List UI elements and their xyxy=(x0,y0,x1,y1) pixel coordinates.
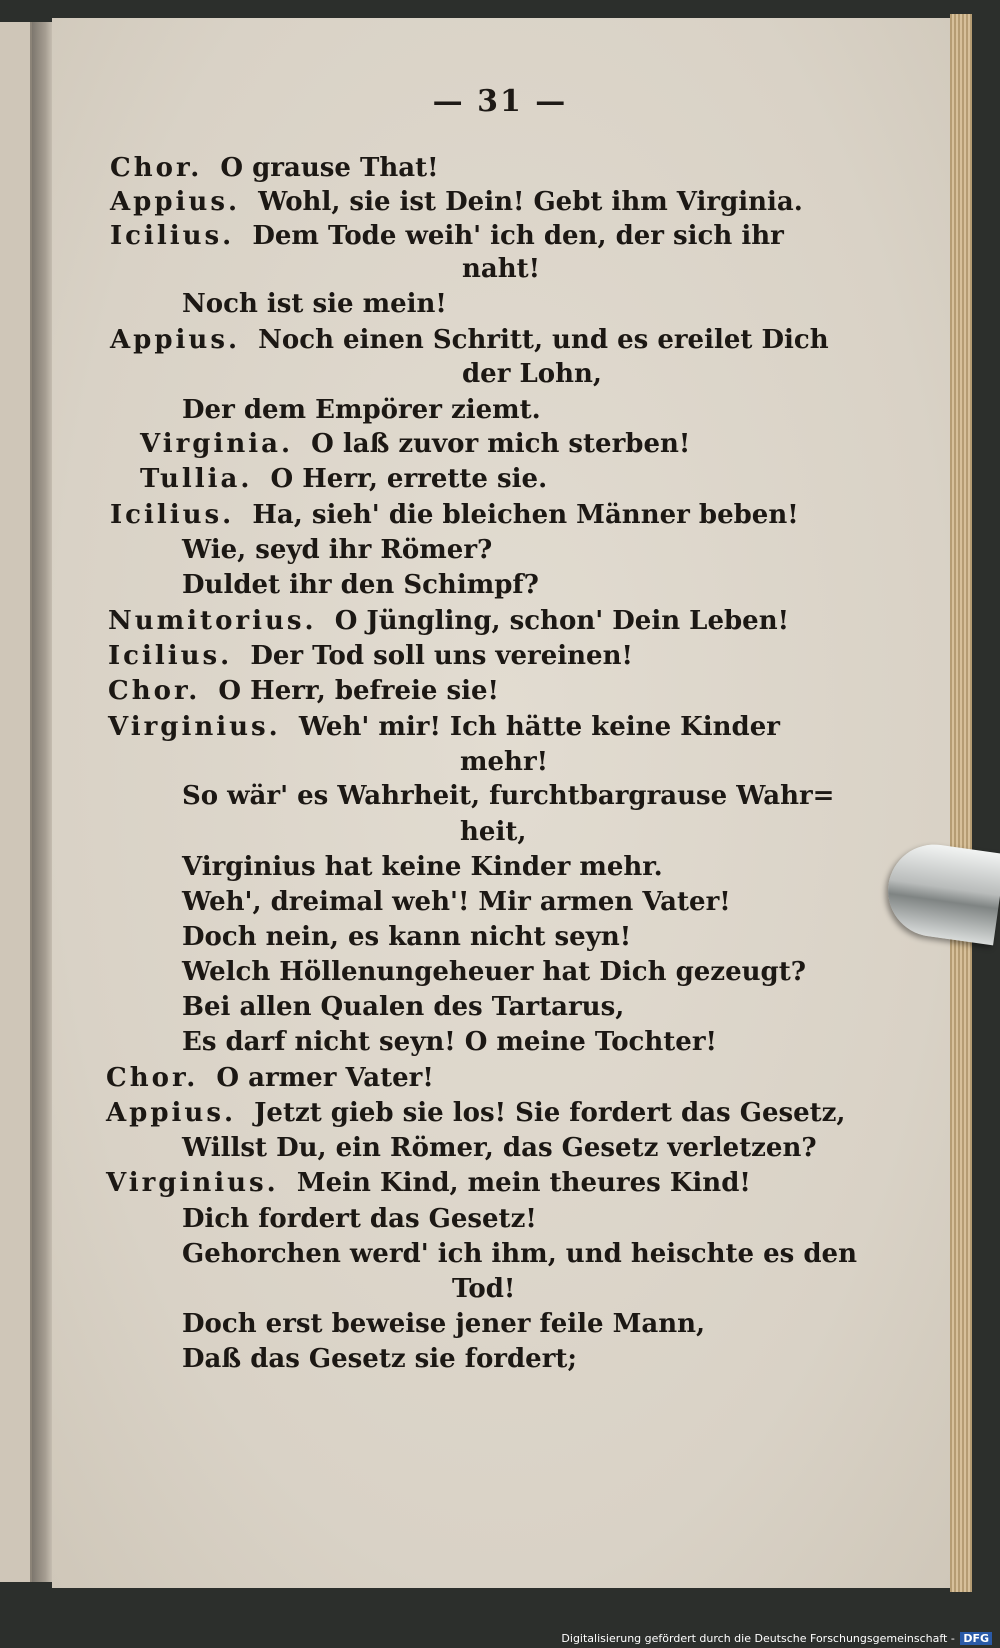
verse-text: Doch nein, es kann nicht seyn! xyxy=(182,922,632,952)
verse-text: der Lohn, xyxy=(462,359,602,389)
text-line xyxy=(182,1341,577,1377)
verse-text: Weh', dreimal weh'! Mir armen Vater! xyxy=(182,887,731,917)
speaker-name: Virginius. xyxy=(106,1168,279,1198)
left-page-edge xyxy=(0,22,32,1582)
text-line xyxy=(140,461,547,497)
speaker-name: Chor. xyxy=(110,153,203,183)
verse-text: Wie, seyd ihr Römer? xyxy=(182,535,493,565)
text-line xyxy=(182,1306,705,1342)
verse-text: mehr! xyxy=(460,747,549,777)
verse-text: O Jüngling, schon' Dein Leben! xyxy=(334,606,790,636)
text-line xyxy=(462,251,540,287)
text-line xyxy=(108,638,633,674)
verse-text: Daß das Gesetz sie fordert; xyxy=(182,1344,578,1374)
verse-text: Jetzt gieb sie los! Sie fordert das Gesetz, xyxy=(254,1098,846,1128)
speaker-name: Appius. xyxy=(110,325,241,355)
text-line xyxy=(182,884,731,920)
speaker-name: Appius. xyxy=(110,187,241,217)
text-line xyxy=(460,744,548,780)
verse-text: Virginius hat keine Kinder mehr. xyxy=(182,852,663,882)
book-gutter xyxy=(32,22,54,1582)
text-line xyxy=(140,426,690,462)
speaker-name: Numitorius. xyxy=(108,606,317,636)
verse-text: Tod! xyxy=(452,1274,516,1304)
text-line xyxy=(182,778,834,814)
page-stack-edge xyxy=(950,14,972,1592)
text-line xyxy=(182,1024,717,1060)
text-line xyxy=(182,532,492,568)
text-line xyxy=(106,1165,751,1201)
verse-text: Ha, sieh' die bleichen Männer beben! xyxy=(252,500,799,530)
verse-text: Welch Höllenungeheuer hat Dich gezeugt? xyxy=(182,957,806,987)
text-line xyxy=(460,814,526,850)
text-line xyxy=(110,497,799,533)
verse-text: O laß zuvor mich sterben! xyxy=(311,429,691,459)
verse-text: Weh' mir! Ich hätte keine Kinder xyxy=(298,712,780,742)
verse-text: O armer Vater! xyxy=(216,1063,434,1093)
speaker-name: Icilius. xyxy=(110,500,235,530)
verse-text: Gehorchen werd' ich ihm, und heischte es den xyxy=(182,1239,857,1269)
verse-text: O Herr, errette sie. xyxy=(270,464,548,494)
text-line xyxy=(110,184,803,220)
text-line xyxy=(182,919,631,955)
text-line xyxy=(110,218,784,254)
speaker-name: Virginia. xyxy=(140,429,294,459)
verse-text: heit, xyxy=(460,817,527,847)
speaker-name: Icilius. xyxy=(110,221,235,251)
text-line xyxy=(182,1130,817,1166)
speaker-name: Virginius. xyxy=(108,712,281,742)
verse-text: So wär' es Wahrheit, furchtbargrause Wahr= xyxy=(182,781,835,811)
footer-credit xyxy=(561,1632,992,1645)
verse-text: Noch einen Schritt, und es ereilet Dich xyxy=(258,325,829,355)
text-line xyxy=(110,322,829,358)
text-line xyxy=(452,1271,515,1307)
verse-text: Es darf nicht seyn! O meine Tochter! xyxy=(182,1027,717,1057)
verse-text: Willst Du, ein Römer, das Gesetz verletzen? xyxy=(182,1133,817,1163)
verse-text: naht! xyxy=(462,254,541,284)
verse-text: O Herr, befreie sie! xyxy=(218,676,499,706)
footer-text: Digitalisierung gefördert durch die Deutsche Forschungsgemeinschaft - xyxy=(561,1632,955,1645)
speaker-name: Chor. xyxy=(106,1063,199,1093)
verse-text: Doch erst beweise jener feile Mann, xyxy=(182,1309,706,1339)
text-line xyxy=(108,603,789,639)
page-number: — 31 — xyxy=(432,84,568,119)
text-line xyxy=(182,286,447,322)
verse-text: Der Tod soll uns vereinen! xyxy=(250,641,633,671)
text-line xyxy=(106,1095,846,1131)
verse-text: Noch ist sie mein! xyxy=(182,289,447,319)
text-line xyxy=(110,150,439,186)
text-line xyxy=(182,1236,857,1272)
dfg-logo: DFG xyxy=(960,1632,992,1645)
text-line xyxy=(182,1201,537,1237)
speaker-name: Icilius. xyxy=(108,641,233,671)
verse-text: O grause That! xyxy=(220,153,439,183)
text-line xyxy=(182,567,539,603)
text-line xyxy=(108,709,780,745)
text-line xyxy=(108,673,499,709)
verse-text: Wohl, sie ist Dein! Gebt ihm Virginia. xyxy=(258,187,803,217)
verse-text: Bei allen Qualen des Tartarus, xyxy=(182,992,625,1022)
speaker-name: Chor. xyxy=(108,676,201,706)
text-line xyxy=(182,392,541,428)
text-line xyxy=(182,954,806,990)
speaker-name: Appius. xyxy=(106,1098,237,1128)
text-line xyxy=(106,1060,434,1096)
verse-text: Mein Kind, mein theures Kind! xyxy=(296,1168,751,1198)
verse-text: Duldet ihr den Schimpf? xyxy=(182,570,539,600)
text-line xyxy=(462,356,602,392)
text-line xyxy=(182,849,663,885)
text-line xyxy=(182,989,624,1025)
speaker-name: Tullia. xyxy=(140,464,253,494)
verse-text: Dem Tode weih' ich den, der sich ihr xyxy=(252,221,784,251)
verse-text: Der dem Empörer ziemt. xyxy=(182,395,541,425)
verse-text: Dich fordert das Gesetz! xyxy=(182,1204,537,1234)
